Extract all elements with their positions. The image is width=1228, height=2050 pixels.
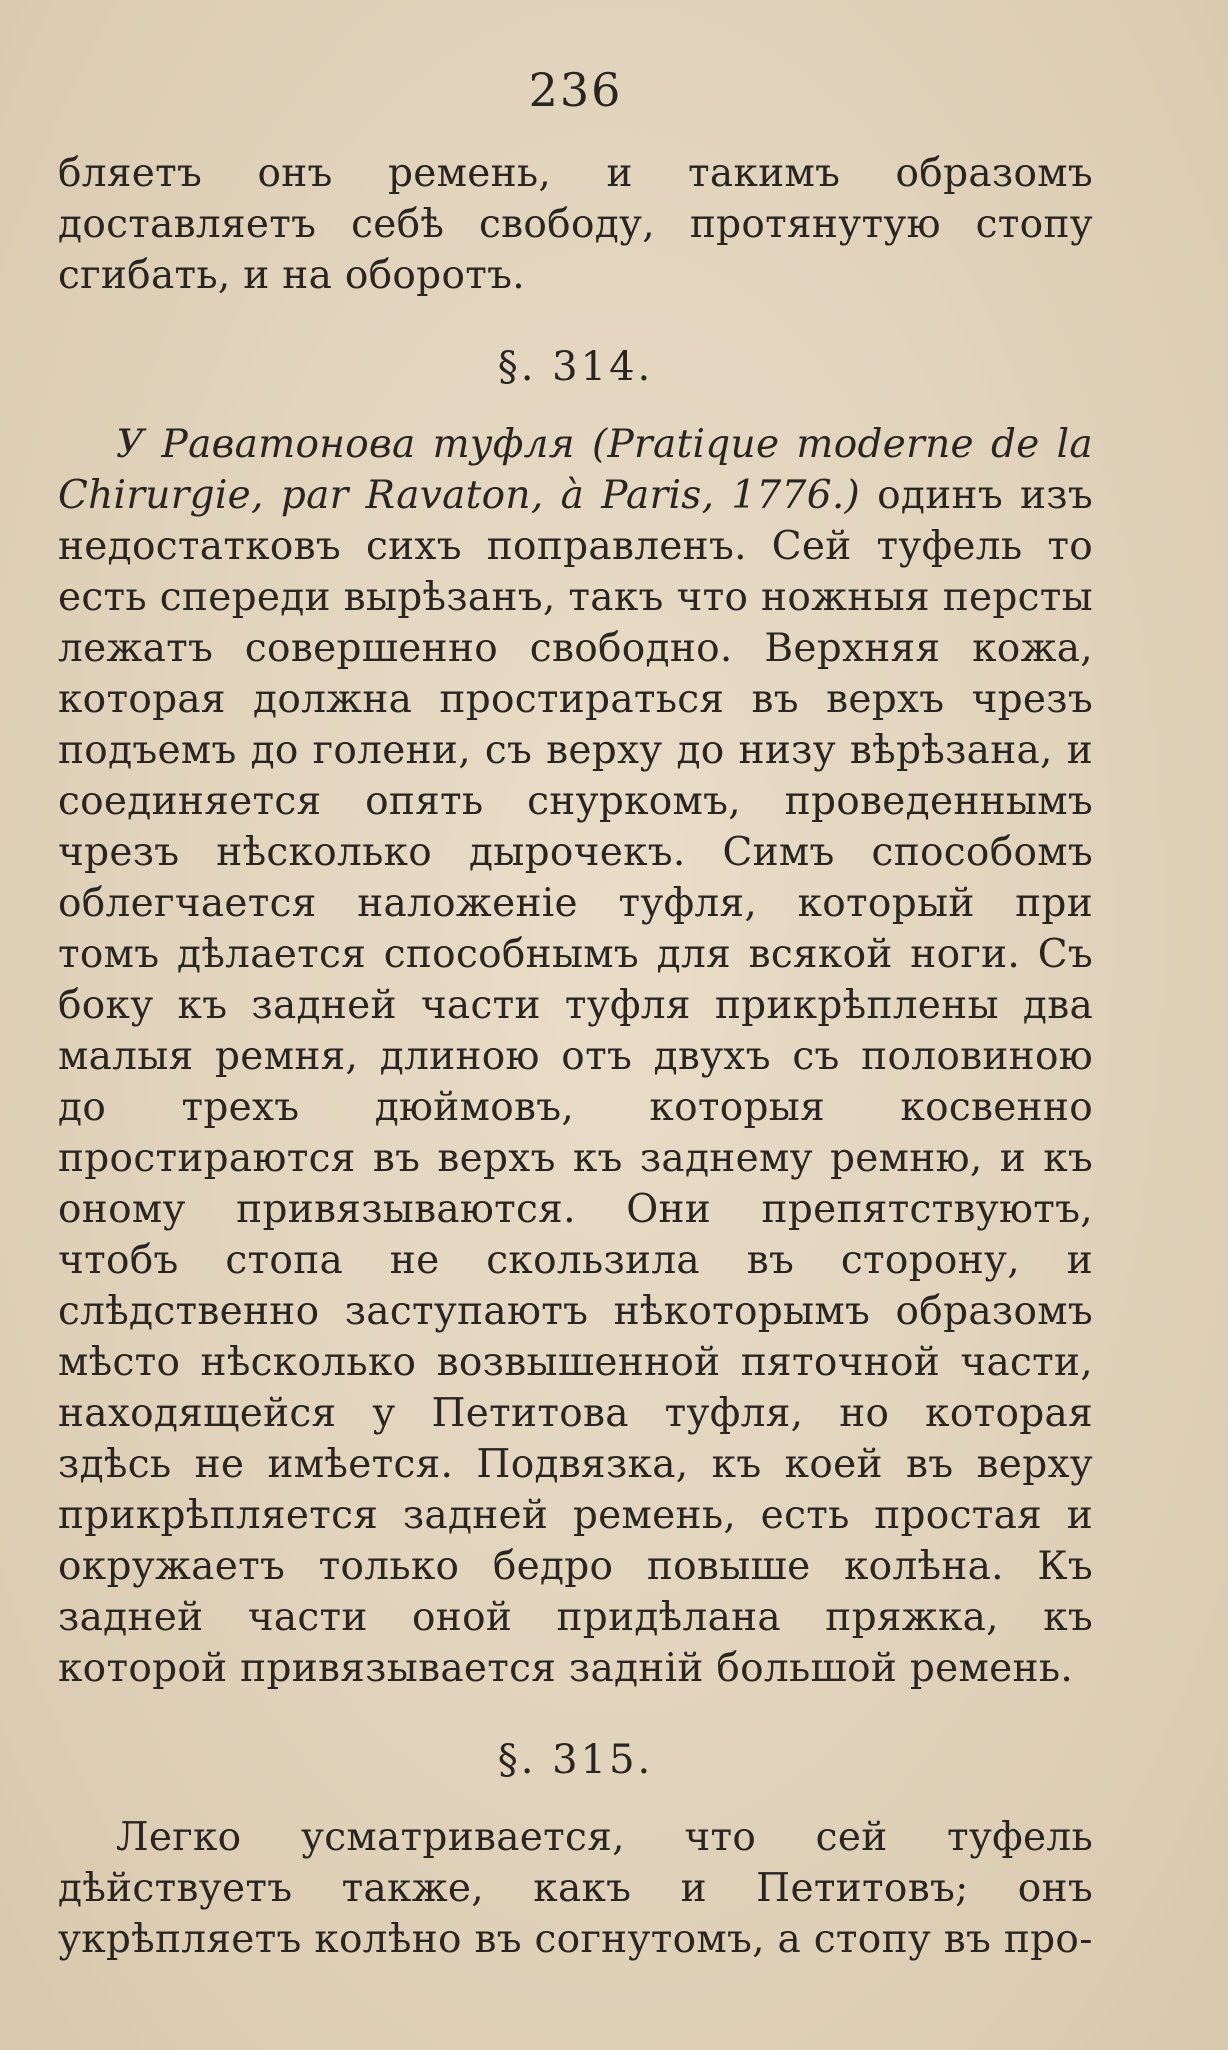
continuation-paragraph: бляетъ онъ ремень, и такимъ образомъ доставляетъ себѣ свободу, протянутую стопу сгибать, и на оборотъ. [58, 151, 1093, 298]
book-page [58, 60, 1093, 1965]
section-heading-314: §. 314. [497, 344, 654, 390]
section-315-paragraph: Легко усматривается, что сей туфель дѣйствуетъ также, какъ и Петитовъ; онъ укрѣпляетъ колѣно въ согнутомъ, а стопу въ про- [58, 1815, 1093, 1962]
section-314-italic-lead: У Раватонова туфля (Pratique moderne de la Chirurgie, par Ravaton, à Paris, 1776.) [58, 422, 1093, 518]
section-314-paragraph [58, 419, 1093, 1694]
page-number: 236 [528, 63, 623, 117]
section-314-body: одинъ изъ недостатковъ сихъ поправленъ. Сей туфель то есть спереди вырѣзанъ, такъ что ножныя персты лежатъ совершенно свободно. Верхняя кожа, которая должна простираться въ верхъ чрезъ подъемъ до голени, съ верху до низу вѣрѣзана, и соединяется опять снуркомъ, проведеннымъ чрезъ нѣсколько дырочекъ. Симъ способомъ облегчается наложеніе туфля, который при томъ дѣлается способнымъ для всякой ноги. Съ боку къ задней части туфля прикрѣплены два малыя ремня, длиною отъ двухъ съ половиною до трехъ дюймовъ, которыя косвенно простираются въ верхъ къ заднему ремню, и къ оному привязываются. Они препятствуютъ, чтобъ стопа не скользила въ сторону, и слѣдственно заступаютъ нѣкоторымъ образомъ мѣсто нѣсколько возвышенной пяточной части, находящейся у Петитова туфля, но которая здѣсь не имѣется. Подвязка, къ коей въ верху прикрѣпляется задней ремень, есть простая и окружаетъ только бедро повыше колѣна. Къ задней части оной придѣлана пряжка, къ которой привязывается задній большой ремень. [58, 473, 1093, 1691]
section-heading-315: §. 315. [497, 1737, 654, 1783]
